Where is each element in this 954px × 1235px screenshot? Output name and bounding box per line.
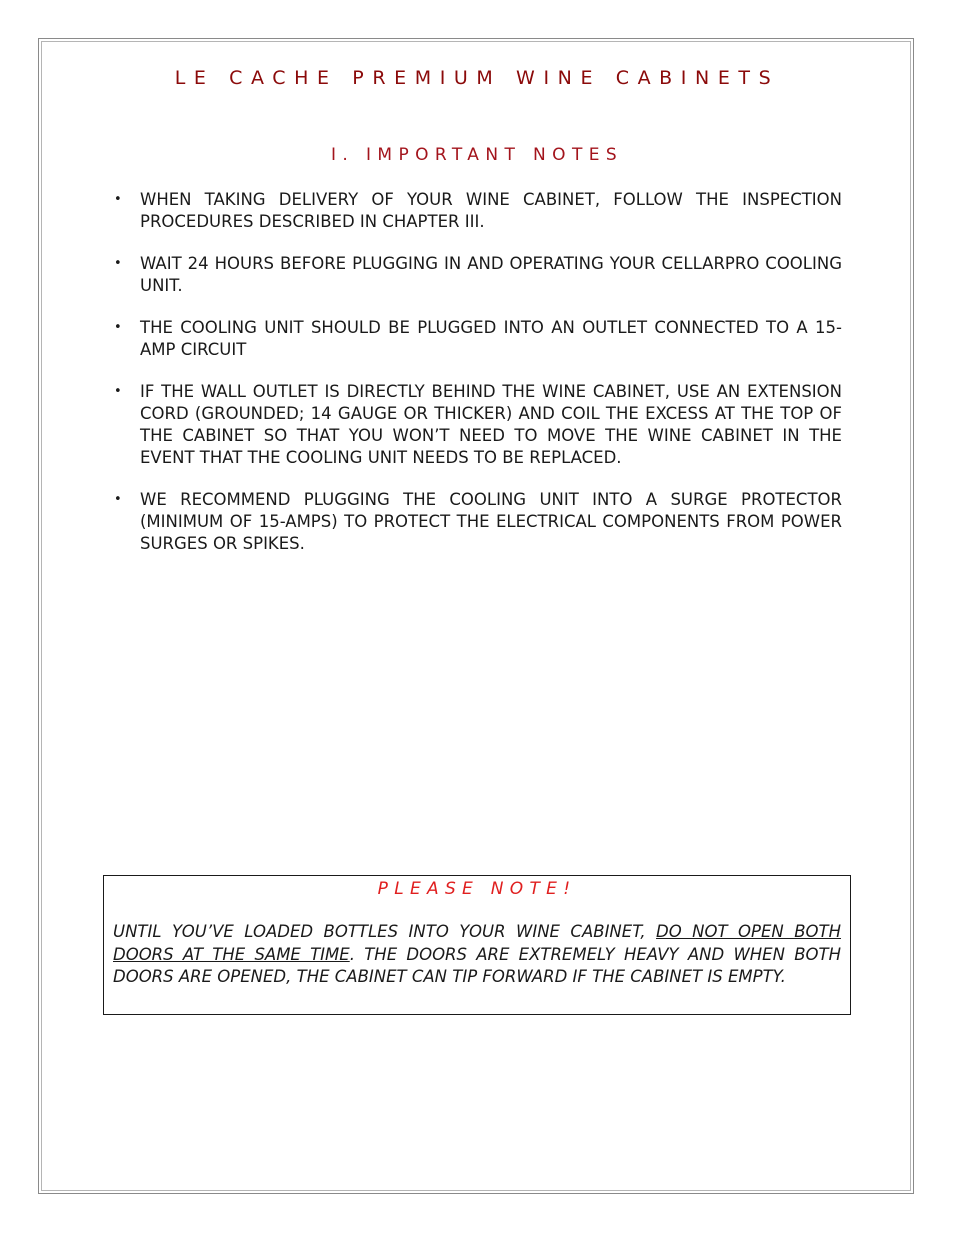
note-item	[114, 489, 842, 555]
note-item	[114, 317, 842, 361]
bullet-icon: •	[114, 384, 122, 399]
bullet-icon: •	[114, 256, 122, 271]
bullet-icon: •	[114, 492, 122, 507]
important-notes-list	[114, 189, 842, 575]
note-item	[114, 189, 842, 233]
note-text: WHEN TAKING DELIVERY OF YOUR WINE CABINET, FOLLOW THE INSPECTION PROCEDURES DESCRIBED IN CHAPTER III.	[140, 190, 842, 231]
notice-body-emphasis: DO NOT OPEN BOTH DOORS AT THE SAME TIME	[113, 922, 841, 964]
notice-body-tail: . THE DOORS ARE EXTREMELY HEAVY AND WHEN BOTH DOORS ARE OPENED, THE CABINET CAN TIP FORWARD IF THE CABINET IS EMPTY.	[113, 944, 841, 986]
note-item	[114, 381, 842, 469]
section-title: I. IMPORTANT NOTES	[330, 145, 624, 165]
bullet-icon: •	[114, 192, 122, 207]
notice-title: PLEASE NOTE!	[377, 879, 577, 899]
notice-body	[113, 921, 841, 989]
notice-body-lead: UNTIL YOU’VE LOADED BOTTLES INTO YOUR WINE CABINET,	[113, 922, 657, 941]
please-note-box	[103, 875, 851, 1015]
document-title: LE CACHE PREMIUM WINE CABINETS	[174, 67, 780, 89]
bullet-icon: •	[114, 320, 122, 335]
note-text: IF THE WALL OUTLET IS DIRECTLY BEHIND THE WINE CABINET, USE AN EXTENSION CORD (GROUNDED; 14 GAUGE OR THICKER) AND COIL THE EXCESS AT THE TOP OF THE CABINET SO THAT YOU WON’T NEED TO MOVE THE WINE CABINET IN THE EVENT THAT THE COOLING UNIT NEEDS TO BE REPLACED.	[140, 382, 842, 467]
note-text: WE RECOMMEND PLUGGING THE COOLING UNIT INTO A SURGE PROTECTOR (MINIMUM OF 15-AMPS) TO PROTECT THE ELECTRICAL COMPONENTS FROM POWER SURGES OR SPIKES.	[140, 490, 842, 553]
note-item	[114, 253, 842, 297]
note-text: THE COOLING UNIT SHOULD BE PLUGGED INTO AN OUTLET CONNECTED TO A 15-AMP CIRCUIT	[140, 318, 842, 359]
note-text: WAIT 24 HOURS BEFORE PLUGGING IN AND OPERATING YOUR CELLARPRO COOLING UNIT.	[140, 254, 842, 295]
